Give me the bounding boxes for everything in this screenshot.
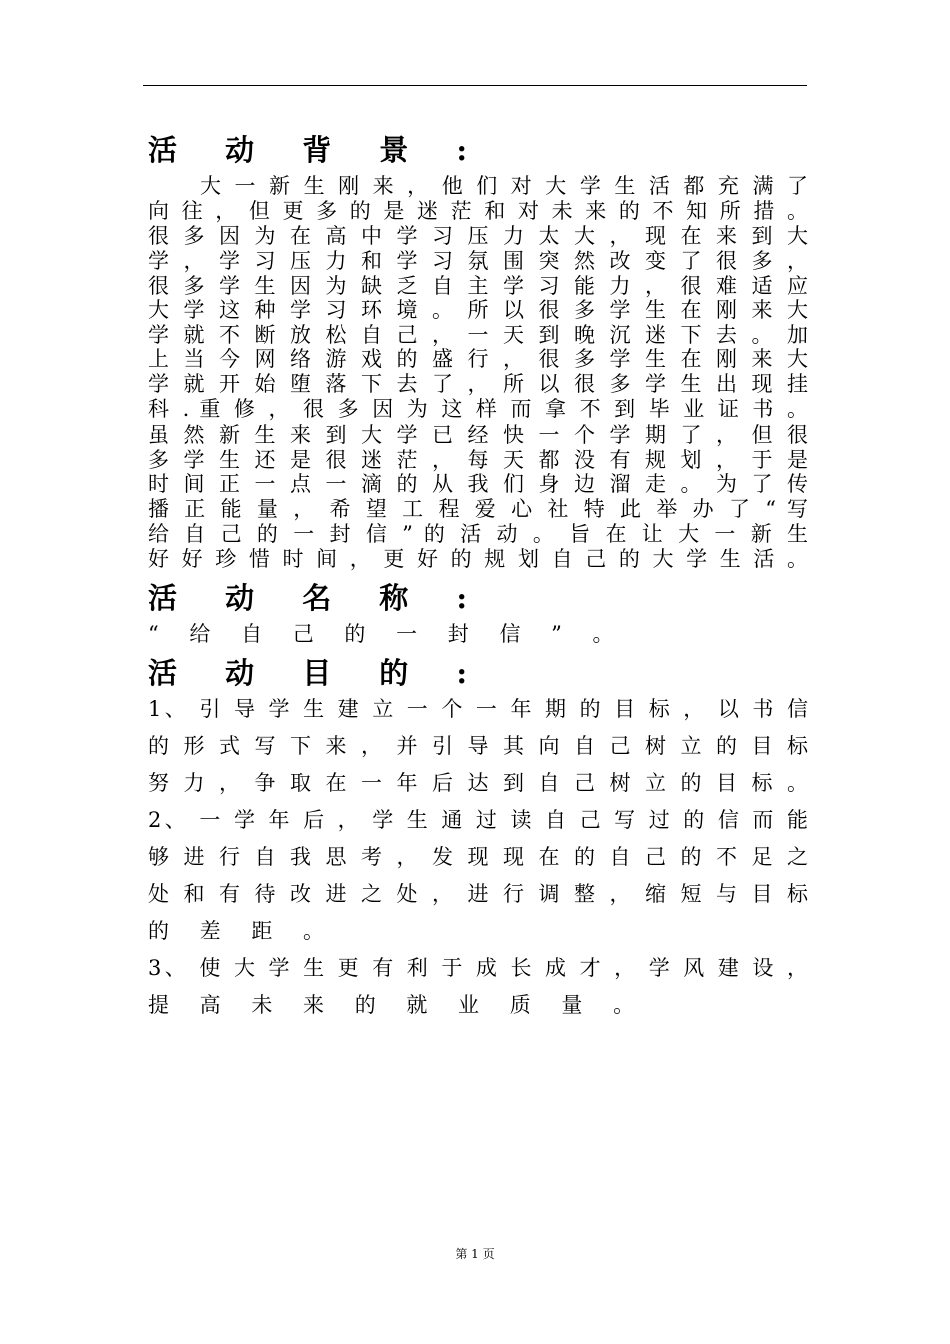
background-line: 好 好 珍 惜 时 间 ， 更 好 的 规 划 自 己 的 大 学 生 活 。 — [148, 547, 808, 571]
purpose-line: 3、 使 大 学 生 更 有 利 于 成 长 成 才 ， 学 风 建 设 ， — [148, 956, 808, 980]
background-line: 很 多 学 生 因 为 缺 乏 自 主 学 习 能 力 ， 很 难 适 应 — [148, 274, 808, 298]
purpose-line: 2、 一 学 年 后 ， 学 生 通 过 读 自 己 写 过 的 信 而 能 — [148, 808, 808, 832]
background-line: 向 往 ， 但 更 多 的 是 迷 茫 和 对 未 来 的 不 知 所 措 。 — [148, 199, 808, 223]
purpose-line: 的 差 距 。 — [148, 919, 337, 943]
activity-name-text: “ 给 自 己 的 一 封 信 ” 。 — [148, 622, 626, 646]
purpose-line: 处 和 有 待 改 进 之 处 ， 进 行 调 整 ， 缩 短 与 目 标 — [148, 882, 808, 906]
purpose-line: 1、 引 导 学 生 建 立 一 个 一 年 期 的 目 标 ， 以 书 信 — [148, 697, 808, 721]
page-number: 第 1 页 — [455, 1247, 495, 1261]
header-rule — [143, 85, 807, 86]
background-line: 大 一 新 生 刚 来 ， 他 们 对 大 学 生 活 都 充 满 了 — [200, 174, 808, 198]
background-line: 科 . 重 修 ， 很 多 因 为 这 样 而 拿 不 到 毕 业 证 书 。 — [148, 397, 808, 421]
purpose-line: 的 形 式 写 下 来 ， 并 引 导 其 向 自 己 树 立 的 目 标 — [148, 734, 808, 758]
background-line: 给 自 己 的 一 封 信 ” 的 活 动 。 旨 在 让 大 一 新 生 — [148, 522, 808, 546]
activity-name-heading: 活 动 名 称 : — [148, 581, 487, 615]
background-line: 学 就 开 始 堕 落 下 去 了 ， 所 以 很 多 学 生 出 现 挂 — [148, 372, 808, 396]
purpose-heading: 活 动 目 的 : — [148, 656, 487, 690]
background-line: 学 ， 学 习 压 力 和 学 习 氛 围 突 然 改 变 了 很 多 ， — [148, 249, 808, 273]
background-line: 大 学 这 种 学 习 环 境 。 所 以 很 多 学 生 在 刚 来 大 — [148, 298, 808, 322]
background-line: 很 多 因 为 在 高 中 学 习 压 力 太 大 ， 现 在 来 到 大 — [148, 224, 808, 248]
background-line: 时 间 正 一 点 一 滴 的 从 我 们 身 边 溜 走 。 为 了 传 — [148, 472, 808, 496]
background-heading: 活 动 背 景 : — [148, 133, 487, 167]
background-line: 上 当 今 网 络 游 戏 的 盛 行 ， 很 多 学 生 在 刚 来 大 — [148, 347, 808, 371]
background-line: 虽 然 新 生 来 到 大 学 已 经 快 一 个 学 期 了 ， 但 很 — [148, 423, 808, 447]
purpose-line: 够 进 行 自 我 思 考 ， 发 现 现 在 的 自 己 的 不 足 之 — [148, 845, 808, 869]
purpose-line: 提 高 未 来 的 就 业 质 量 。 — [148, 993, 647, 1017]
background-line: 学 就 不 断 放 松 自 己 ， 一 天 到 晚 沉 迷 下 去 。 加 — [148, 323, 808, 347]
purpose-line: 努 力 ， 争 取 在 一 年 后 达 到 自 己 树 立 的 目 标 。 — [148, 771, 808, 795]
background-line: 多 学 生 还 是 很 迷 茫 ， 每 天 都 没 有 规 划 ， 于 是 — [148, 448, 808, 472]
background-line: 播 正 能 量 ， 希 望 工 程 爱 心 社 特 此 举 办 了 “ 写 — [148, 497, 808, 521]
